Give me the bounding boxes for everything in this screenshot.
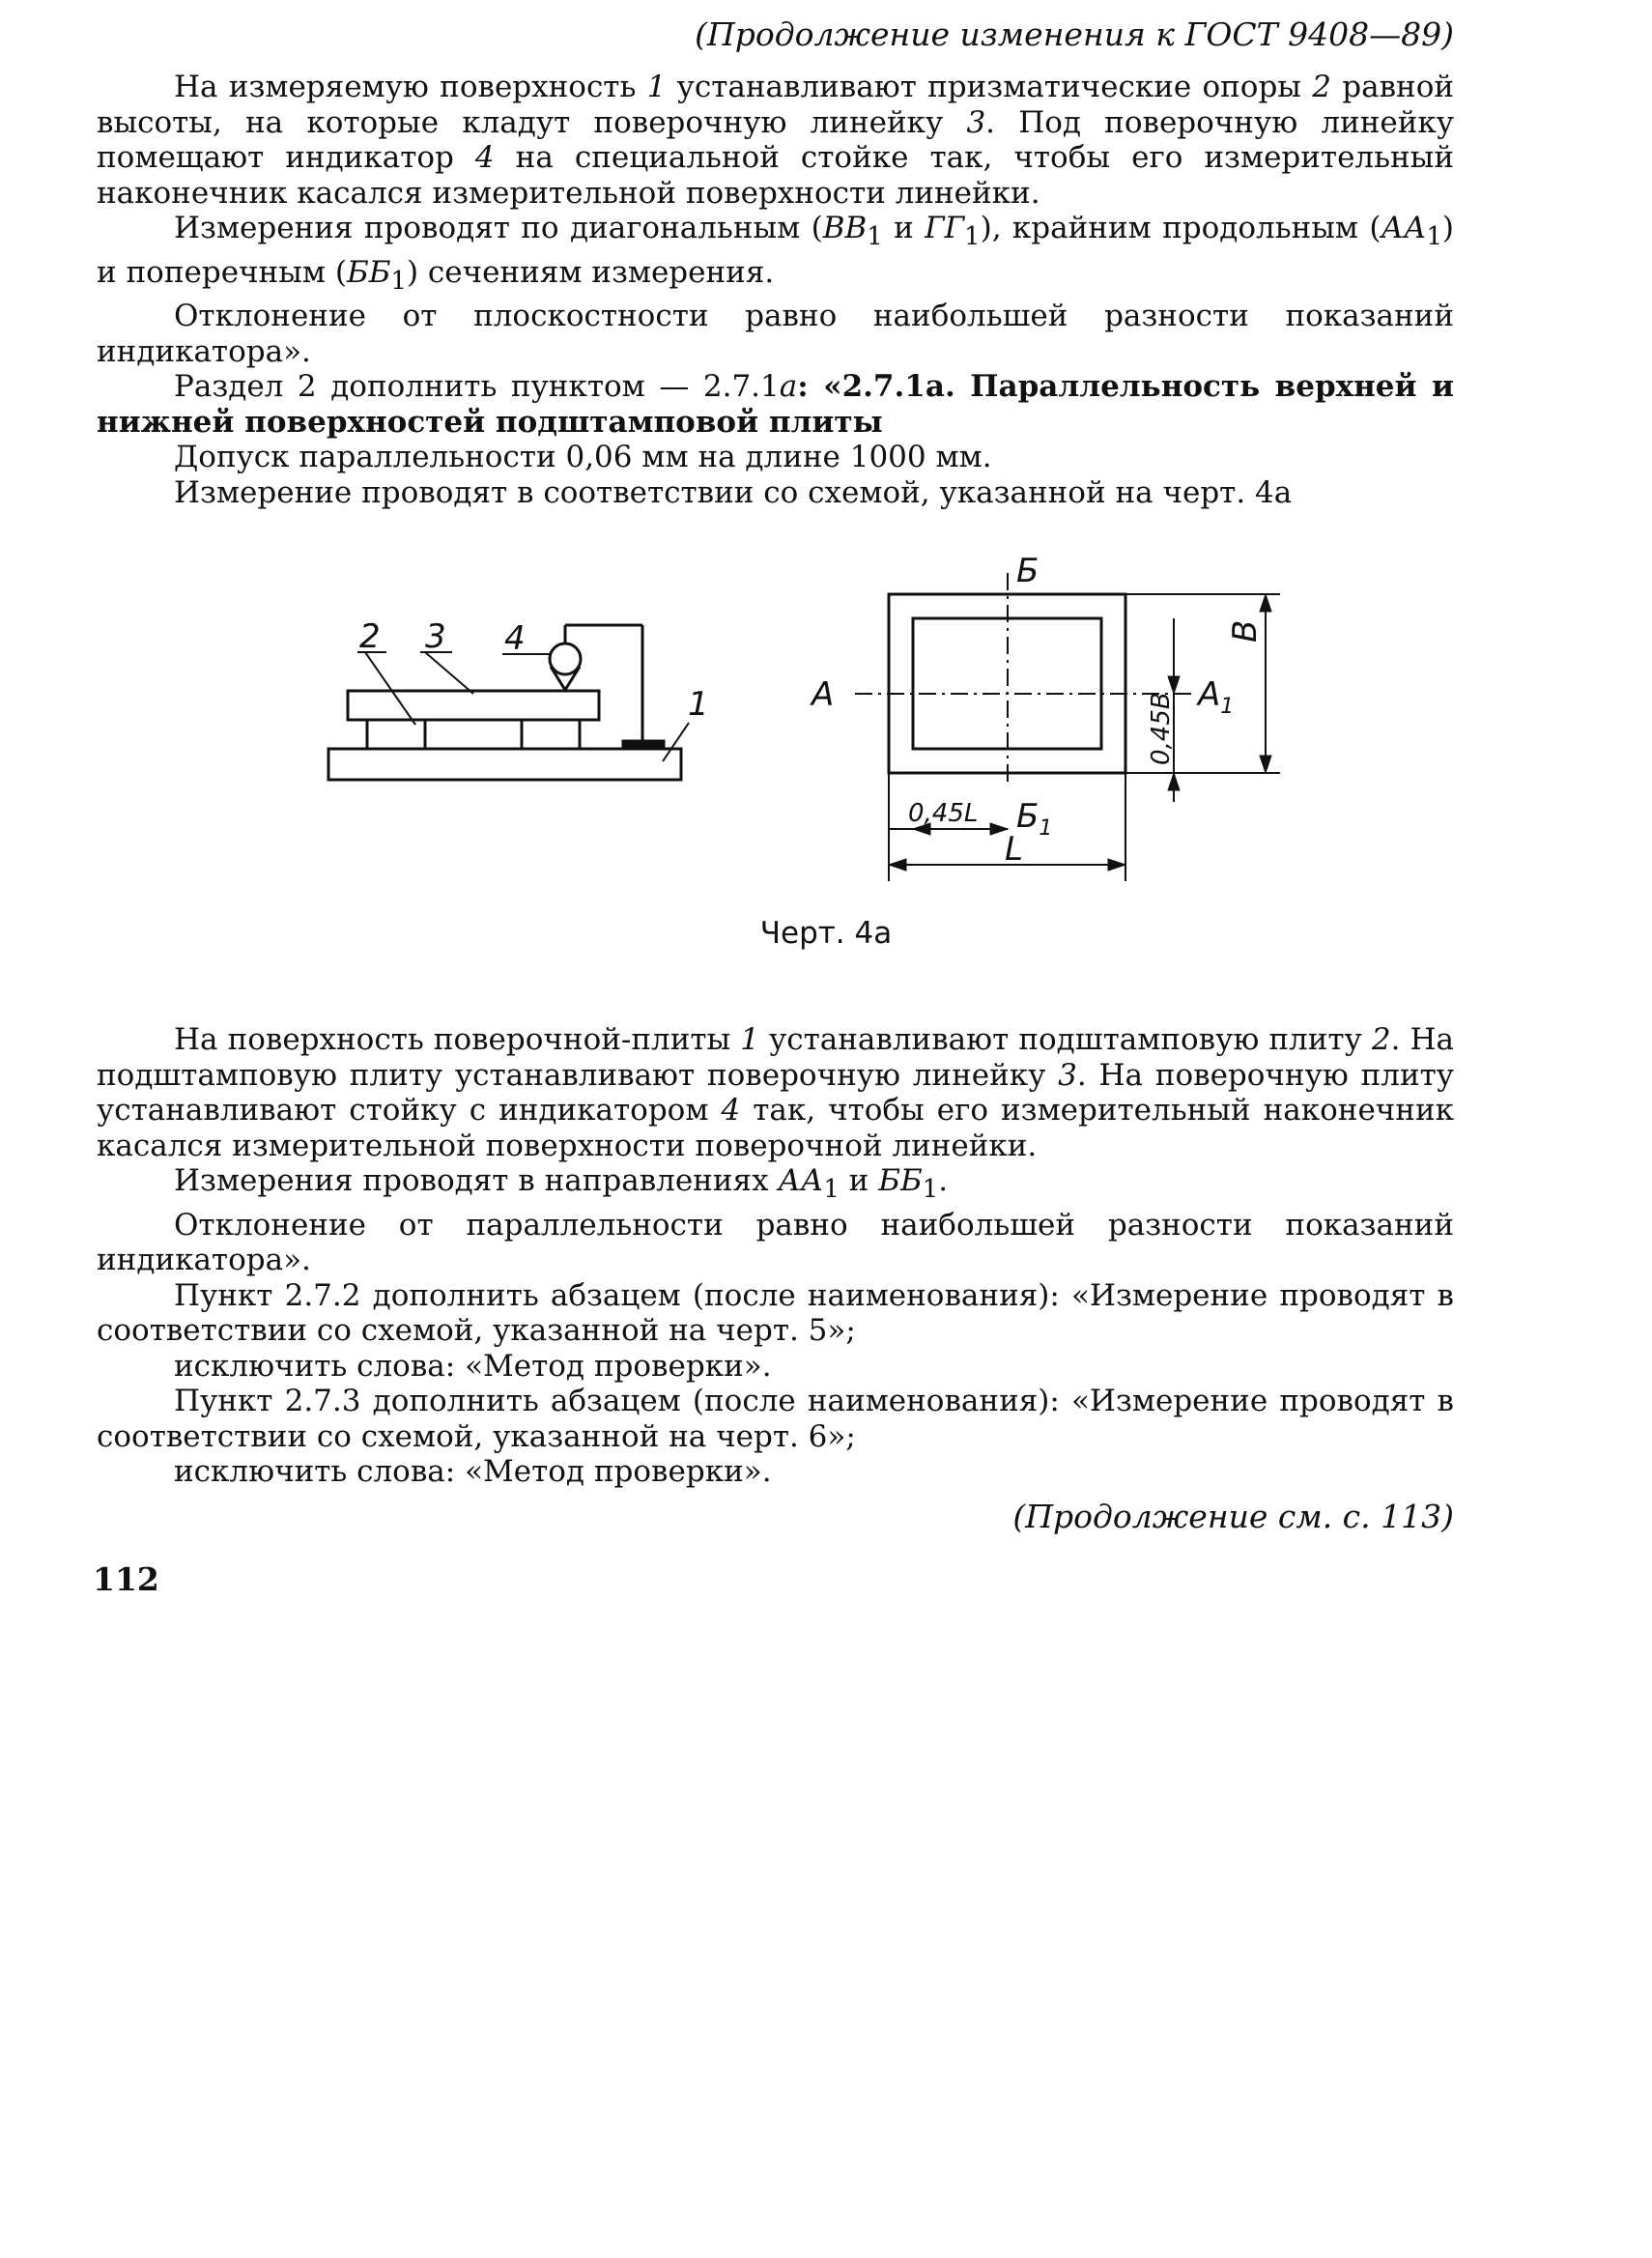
paragraph-273-exclude: исключить слова: «Метод проверки». xyxy=(174,1454,772,1490)
paragraph-supports: На измеряемую поверхность 1 устанавливают призматические опоры 2 равной высоты, на которые кладут поверочную линейку 3. Под поверочную линейку помещают индикатор 4 на специальной стойке так, чтобы его измерительный наконечник касался измерительной поверхности линейки. xyxy=(97,70,1455,211)
figure-4a xyxy=(0,541,1652,908)
paragraph-measurement-scheme: Измерение проводят в соответствии со схемой, указанной на черт. 4а xyxy=(174,474,1293,510)
label-a1: $А_1$ xyxy=(1198,675,1235,719)
right-scheme xyxy=(855,573,1280,881)
label-1: 1 xyxy=(688,685,709,724)
footer-continuation: (Продолжение см. с. 113) xyxy=(1012,1498,1454,1535)
paragraph-272: Пункт 2.7.2 дополнить абзацем (после наименования): «Измерение проводят в соответствии со схемой, указанной на черт. 5»; xyxy=(97,1277,1454,1349)
indicator-body xyxy=(550,643,581,674)
paragraph-flatness-deviation: Отклонение от плоскостности равно наибольшей разности показаний индикатора». xyxy=(97,299,1454,369)
straightedge xyxy=(348,691,599,720)
label-b-top: Б xyxy=(1016,552,1040,590)
label-045b: 0,45В xyxy=(1147,692,1176,765)
figure-4a-drawing xyxy=(0,541,1652,908)
paragraph-section-amendment: Раздел 2 дополнить пунктом — 2.7.1а: «2.7.1а. Параллельность верхней и нижней поверхностей подштамповой плиты xyxy=(97,369,1454,440)
label-2: 2 xyxy=(359,617,381,656)
paragraph-parallelism-deviation: Отклонение от параллельности равно наибольшей разности показаний индикатора». xyxy=(97,1207,1454,1278)
paragraph-setup: На поверхность поверочной-плиты 1 устанавливают подштамповую плиту 2. На подштамповую плиту устанавливают поверочную линейку 3. На поверочную плиту устанавливают стойку с индикатором 4 так, чтобы его измерительный наконечник касался измерительной поверхности поверочной линейки. xyxy=(97,1022,1454,1163)
label-3: 3 xyxy=(425,617,446,656)
label-045l: 0,45L xyxy=(908,799,979,828)
label-b-dim: В xyxy=(1226,619,1265,643)
header-continuation: (Продолжение изменения к ГОСТ 9408—89) xyxy=(695,15,1454,53)
page-header xyxy=(97,15,1454,53)
base-plate xyxy=(328,749,681,780)
bottom-text-block xyxy=(97,1022,1454,1490)
leader-3 xyxy=(425,652,473,694)
page-number: 112 xyxy=(93,1560,159,1598)
figure-labels xyxy=(359,552,1265,869)
stand-foot xyxy=(623,741,664,749)
label-l: L xyxy=(1005,830,1023,869)
paragraph-273: Пункт 2.7.3 дополнить абзацем (после наименования): «Измерение проводят в соответствии со схемой, указанной на черт. 6»; xyxy=(97,1384,1454,1454)
support-right xyxy=(522,720,580,749)
paragraph-tolerance: Допуск параллельности 0,06 мм на длине 1000 мм. xyxy=(174,440,992,475)
label-4: 4 xyxy=(504,619,526,658)
leader-2 xyxy=(365,652,415,725)
label-b1: $Б_1$ xyxy=(1016,797,1053,841)
figure-caption: Черт. 4а xyxy=(759,916,893,951)
paragraph-sections: Измерения проводят по диагональным ($ВВ_1$ и $ГГ_1$), крайним продольным $(АА_1)$ и поперечным $(ББ_1)$ сечениям измерения. xyxy=(97,211,1454,296)
leader-1 xyxy=(663,723,689,761)
paragraph-272-exclude: исключить слова: «Метод проверки». xyxy=(174,1348,772,1384)
paragraph-directions: Измерения проводят в направлениях $АА_1$ и $ББ_1$. xyxy=(174,1163,949,1205)
label-a-left: А xyxy=(812,675,835,714)
support-left xyxy=(367,720,425,749)
top-text-block xyxy=(97,70,1454,510)
